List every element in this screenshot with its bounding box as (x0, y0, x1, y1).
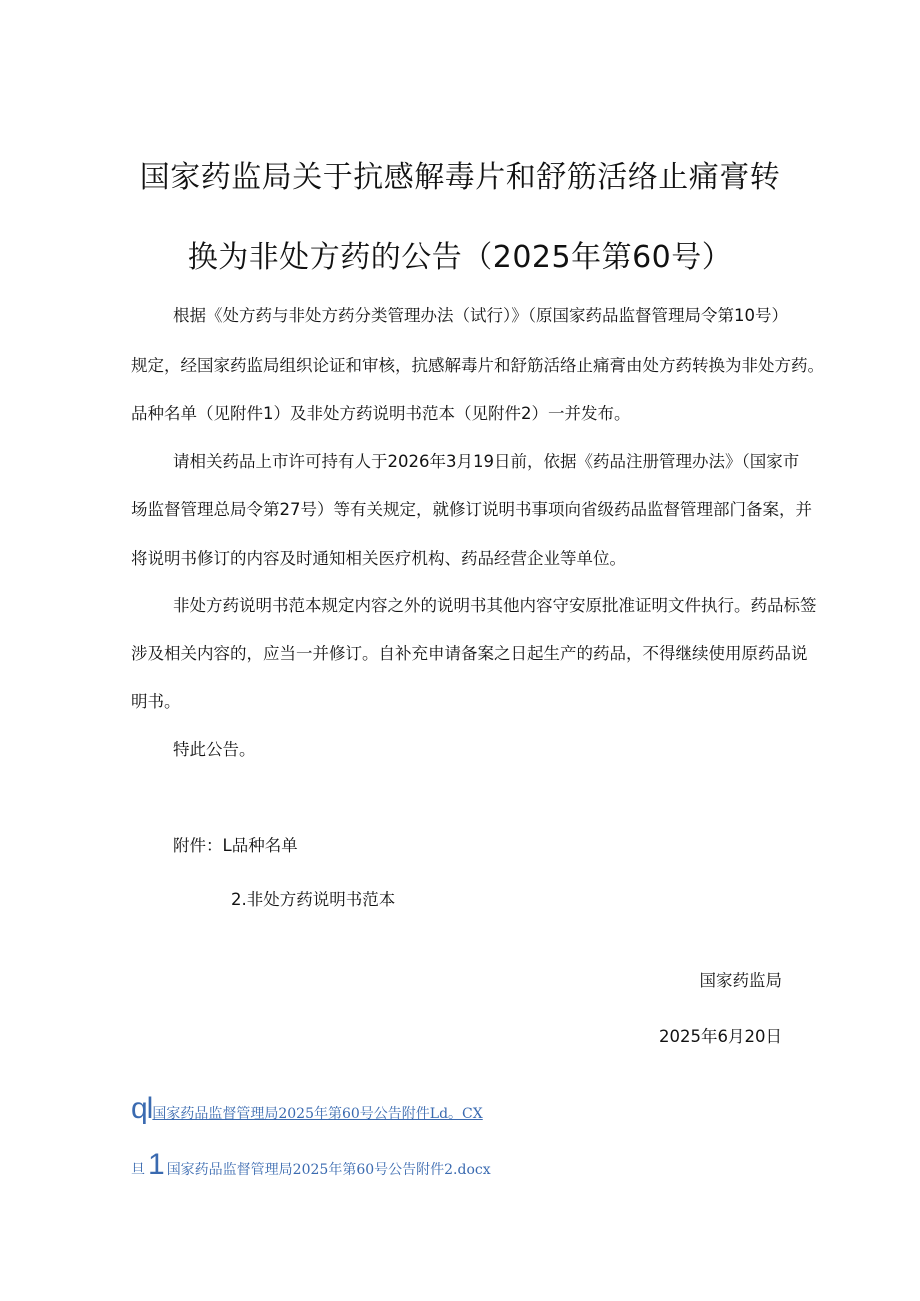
attachment-link-1[interactable] (131, 1092, 483, 1126)
file-icon: ql (131, 1092, 153, 1125)
paragraph-2-line-1: 请相关药品上市许可持有人于2026年3月19日前，依据《药品注册管理办法》（国家市 (173, 452, 800, 471)
paragraph-4-closing: 特此公告。 (173, 740, 256, 759)
paragraph-2-line-2: 场监督管理总局令第27号）等有关规定，就修订说明书事项向省级药品监督管理部门备案，并 (131, 500, 812, 519)
paragraph-1-line-2: 规定，经国家药监局组织论证和审核，抗感解毒片和舒筋活络止痛膏由处方药转换为非处方药。 (131, 356, 824, 375)
paragraph-1-line-1: 根据《处方药与非处方药分类管理办法（试行）》（原国家药品监督管理局令第10号） (173, 306, 788, 325)
issue-date: 2025年6月20日 (659, 1027, 782, 1046)
title-line-2: 换为非处方药的公告（2025年第60号） (187, 240, 733, 275)
title-line-1: 国家药监局关于抗感解毒片和舒筋活络止痛膏转 (139, 160, 781, 195)
paragraph-2-line-3: 将说明书修订的内容及时通知相关医疗机构、药品经营企业等单位。 (131, 549, 626, 568)
attachment-link-1-text[interactable]: 国家药品监督管理局2025年第60号公告附件Ld。CX (152, 1106, 483, 1122)
file-icon: 1 (148, 1148, 165, 1181)
paragraph-3-line-3: 明书。 (131, 692, 181, 711)
file-icon-small: 旦 (131, 1161, 145, 1177)
paragraph-1-line-3: 品种名单（见附件1）及非处方药说明书范本（见附件2）一并发布。 (131, 404, 631, 423)
attachment-link-2-text[interactable]: 国家药品监督管理局2025年第60号公告附件2.docx (166, 1162, 491, 1178)
attachment-item-1: 附件：L品种名单 (173, 836, 298, 855)
attachment-item-2: 2.非处方药说明书范本 (231, 890, 396, 909)
issuer-signature: 国家药监局 (699, 971, 782, 990)
paragraph-3-line-2: 涉及相关内容的，应当一并修订。自补充申请备案之日起生产的药品，不得继续使用原药品说 (131, 644, 808, 663)
attachment-link-2[interactable] (131, 1148, 491, 1182)
paragraph-3-line-1: 非处方药说明书范本规定内容之外的说明书其他内容守安原批准证明文件执行。药品标签 (173, 596, 817, 615)
